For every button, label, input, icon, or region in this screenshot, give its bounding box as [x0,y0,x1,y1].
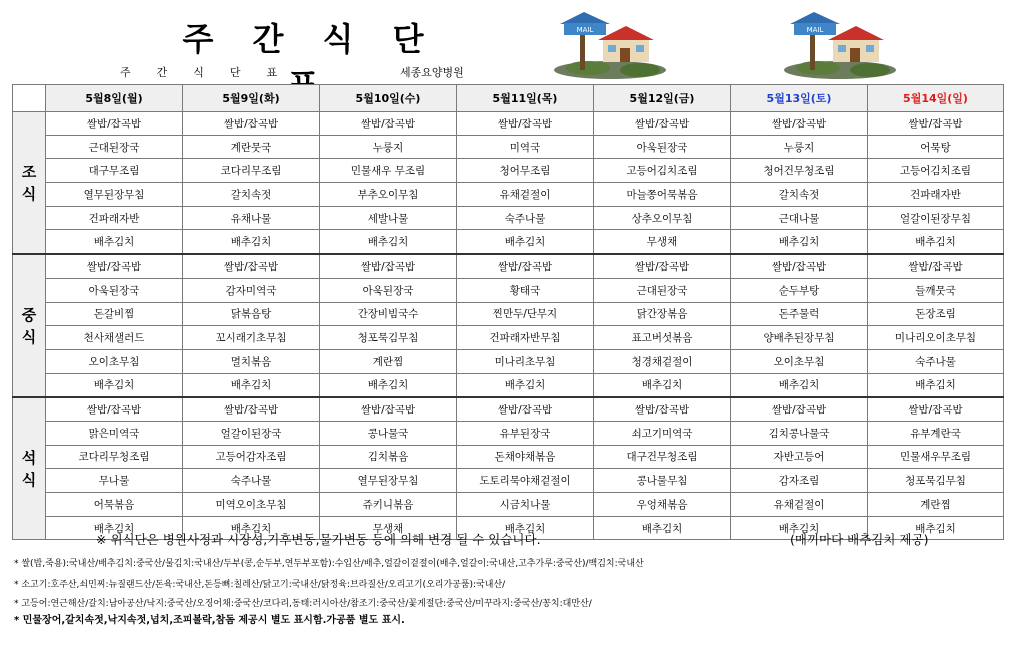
menu-cell: 닭간장볶음 [594,302,731,326]
menu-cell: 배추김치 [594,516,731,540]
menu-cell: 감자미역국 [183,278,320,302]
menu-cell: 건파래자반 [46,206,183,230]
menu-cell: 배추김치 [183,516,320,540]
menu-cell: 얼갈이된장무침 [868,206,1004,230]
menu-cell: 배추김치 [868,516,1004,540]
origin-note: * 고등어:연근해산/갈치:남아공산/낙지:중국산/오징어채:중국산/코다리,동태:러시아산/참조기:중국산/꽃게절단:중국산/미꾸라지:중국산/꽁치:대만산/ [14,599,592,609]
menu-cell: 콩나물무침 [594,469,731,493]
menu-cell: 시금치나물 [457,493,594,517]
menu-cell: 배추김치 [320,230,457,254]
menu-cell: 무나물 [46,469,183,493]
menu-cell: 쌀밥/잡곡밥 [183,397,320,421]
menu-cell: 열무된장무침 [320,469,457,493]
table-row [13,302,1004,326]
menu-cell: 세발나물 [320,206,457,230]
page-title: 주 간 식 단 [182,20,438,58]
menu-cell: 쇠고기미역국 [594,421,731,445]
table-row [13,230,1004,254]
menu-cell: 누룽지 [320,135,457,159]
menu-cell: 근대나물 [731,206,868,230]
menu-cell: 민물새우 무조림 [320,159,457,183]
menu-cell: 미역국 [457,135,594,159]
page-subtitle: 주간식단표 [120,66,304,79]
menu-cell: 얼갈이된장국 [183,421,320,445]
menu-cell: 쌀밥/잡곡밥 [183,254,320,278]
meal-label-top: 석 [21,448,37,467]
menu-cell: 유부계란국 [868,421,1004,445]
menu-cell: 청포묵김무침 [868,469,1004,493]
menu-cell: 쌀밥/잡곡밥 [183,112,320,136]
menu-cell: 코다리무청조림 [46,445,183,469]
menu-cell: 배추김치 [731,230,868,254]
table-row [13,159,1004,183]
menu-cell: 아욱된장국 [594,135,731,159]
menu-cell: 쌀밥/잡곡밥 [594,397,731,421]
day-header-sunday: 5월14일(일) [868,85,1004,112]
menu-cell: 배추김치 [46,230,183,254]
menu-cell: 쌀밥/잡곡밥 [868,112,1004,136]
corner-cell [13,85,46,112]
menu-cell: 청어건무청조림 [731,159,868,183]
table-row [13,112,1004,136]
meal-label-bottom: 식 [21,327,37,346]
day-header: 5월12일(금) [594,85,731,112]
menu-cell: 어묵탕 [868,135,1004,159]
menu-cell: 쌀밥/잡곡밥 [320,397,457,421]
menu-cell: 마늘쫑어묵볶음 [594,183,731,207]
menu-cell: 오이초무침 [731,349,868,373]
menu-cell: 쌀밥/잡곡밥 [46,254,183,278]
menu-cell: 돈주물럭 [731,302,868,326]
meal-label-bottom: 식 [21,470,37,489]
menu-cell: 계란뭇국 [183,135,320,159]
menu-cell: 돈채야채볶음 [457,445,594,469]
house-mailbox-icon [548,10,668,80]
table-row [13,183,1004,207]
meal-label [13,397,46,540]
menu-cell: 쌀밥/잡곡밥 [457,112,594,136]
meal-label [13,112,46,255]
menu-cell: 쌀밥/잡곡밥 [594,112,731,136]
table-row [13,397,1004,421]
kimchi-notice: (매끼마다 배추김치 제공) [790,532,929,547]
special-item-note: * 민물장어,갈치속젓,낙지속젓,넙치,조피볼락,참돔 제공시 별도 표시함.가공품 별도 표시. [14,615,405,626]
menu-cell: 대구무조림 [46,159,183,183]
origin-note: * 쌀(밥,죽용):국내산/배추김치:중국산/물김치:국내산/두부(콩,순두부,연두부포함):수입산/배추,얼갈이겉절이(배추,얼갈이:국내산,고추가루:중국산)/백김치:국내산 [14,559,644,569]
meal-label-top: 중 [21,305,37,324]
menu-cell: 순두부탕 [731,278,868,302]
menu-cell: 근대된장국 [46,135,183,159]
day-header-saturday: 5월13일(토) [731,85,868,112]
menu-cell: 유채겉절이 [731,493,868,517]
table-row [13,326,1004,350]
menu-cell: 들깨뭇국 [868,278,1004,302]
menu-cell: 쌀밥/잡곡밥 [731,112,868,136]
menu-cell: 고등어감자조림 [183,445,320,469]
menu-cell: 유부된장국 [457,421,594,445]
menu-cell: 미나리오이초무침 [868,326,1004,350]
menu-cell: 쌀밥/잡곡밥 [320,112,457,136]
table-row [13,421,1004,445]
menu-body [13,112,1004,540]
menu-cell: 배추김치 [457,230,594,254]
table-row [13,206,1004,230]
menu-cell: 숙주나물 [183,469,320,493]
menu-cell: 근대된장국 [594,278,731,302]
house-sign-1: MAIL [576,26,594,34]
menu-cell: 상추오이무침 [594,206,731,230]
table-row [13,278,1004,302]
menu-cell: 콩나물국 [320,421,457,445]
menu-cell: 맑은미역국 [46,421,183,445]
menu-cell: 배추김치 [457,516,594,540]
menu-cell: 배추김치 [46,373,183,397]
menu-cell: 쌀밥/잡곡밥 [457,254,594,278]
menu-cell: 양배추된장무침 [731,326,868,350]
menu-cell: 쌀밥/잡곡밥 [320,254,457,278]
table-row [13,469,1004,493]
menu-cell: 쌀밥/잡곡밥 [46,397,183,421]
hospital-name: 세종요양병원 [400,66,464,79]
menu-cell: 배추김치 [731,516,868,540]
menu-cell: 닭볶음탕 [183,302,320,326]
menu-cell: 도토리묵야채겉절이 [457,469,594,493]
menu-cell: 쌀밥/잡곡밥 [731,397,868,421]
menu-cell: 배추김치 [457,373,594,397]
menu-cell: 감자조림 [731,469,868,493]
menu-cell: 김치볶음 [320,445,457,469]
menu-cell: 청경채겉절이 [594,349,731,373]
weekly-menu-table [12,84,1004,540]
menu-cell: 배추김치 [868,230,1004,254]
menu-cell: 쌀밥/잡곡밥 [868,254,1004,278]
menu-cell: 찐만두/단무지 [457,302,594,326]
day-header: 5월8일(월) [46,85,183,112]
menu-cell: 쌀밥/잡곡밥 [457,397,594,421]
origin-note: * 소고기:호주산,쇠민찌:뉴질랜드산/돈육:국내산,돈등뼈:칠레산/닭고기:국내산/닭정육:브라질산/오리고기(오리가공품):국내산/ [14,580,506,590]
table-row [13,349,1004,373]
menu-cell: 갈치속젓 [731,183,868,207]
menu-cell: 청어무조림 [457,159,594,183]
menu-cell: 배추김치 [868,373,1004,397]
house-sign-2: MAIL [806,26,824,34]
menu-cell: 숙주나물 [868,349,1004,373]
menu-cell: 쌀밥/잡곡밥 [594,254,731,278]
menu-cell: 고등어김치조림 [868,159,1004,183]
meal-label [13,254,46,397]
menu-cell: 표고버섯볶음 [594,326,731,350]
menu-cell: 유채겉절이 [457,183,594,207]
menu-cell: 계란찜 [320,349,457,373]
menu-cell: 고등어김치조림 [594,159,731,183]
menu-cell: 무생채 [594,230,731,254]
menu-cell: 숙주나물 [457,206,594,230]
menu-cell: 아욱된장국 [46,278,183,302]
menu-cell: 어묵볶음 [46,493,183,517]
menu-cell: 쌀밥/잡곡밥 [46,112,183,136]
menu-cell: 배추김치 [731,373,868,397]
table-row [13,373,1004,397]
menu-cell: 꼬시래기초무침 [183,326,320,350]
menu-cell: 배추김치 [46,516,183,540]
menu-cell: 미역오이초무침 [183,493,320,517]
menu-cell: 누룽지 [731,135,868,159]
menu-cell: 코다리무조림 [183,159,320,183]
menu-cell: 열무된장무침 [46,183,183,207]
menu-cell: 부추오이무침 [320,183,457,207]
menu-cell: 간장비빔국수 [320,302,457,326]
day-header: 5월9일(화) [183,85,320,112]
table-row [13,493,1004,517]
menu-cell: 아욱된장국 [320,278,457,302]
menu-cell: 오이초무침 [46,349,183,373]
day-header: 5월11일(목) [457,85,594,112]
menu-cell: 유채나물 [183,206,320,230]
menu-cell: 쥬키니볶음 [320,493,457,517]
day-header: 5월10일(수) [320,85,457,112]
change-notice: ※ 위식단은 병원사정과 시장성,기후변동,물가변동 등에 의해 변경 될 수 있습니다. [96,532,541,547]
menu-cell: 천사채샐러드 [46,326,183,350]
menu-cell: 멸치볶음 [183,349,320,373]
menu-cell: 자반고등어 [731,445,868,469]
menu-cell: 배추김치 [183,373,320,397]
menu-cell: 배추김치 [320,373,457,397]
menu-cell: 계란찜 [868,493,1004,517]
menu-cell: 쌀밥/잡곡밥 [868,397,1004,421]
menu-cell: 미나리초무침 [457,349,594,373]
menu-cell: 쌀밥/잡곡밥 [731,254,868,278]
table-row [13,135,1004,159]
table-row [13,254,1004,278]
menu-cell: 갈치속젓 [183,183,320,207]
menu-cell: 배추김치 [183,230,320,254]
menu-cell: 건파래자반무침 [457,326,594,350]
menu-cell: 청포묵김무침 [320,326,457,350]
menu-cell: 우엉채볶음 [594,493,731,517]
menu-cell: 대구건무청조림 [594,445,731,469]
menu-cell: 무생채 [320,516,457,540]
house-mailbox-icon [778,10,898,80]
table-row [13,445,1004,469]
menu-cell: 건파래자반 [868,183,1004,207]
menu-cell: 돈장조림 [868,302,1004,326]
menu-cell: 배추김치 [594,373,731,397]
day-header-row [13,85,1004,112]
meal-label-top: 조 [21,162,37,181]
menu-cell: 황태국 [457,278,594,302]
meal-label-bottom: 식 [21,184,37,203]
menu-cell: 민물새우무조림 [868,445,1004,469]
menu-cell: 김치콩나물국 [731,421,868,445]
menu-cell: 돈갈비찜 [46,302,183,326]
